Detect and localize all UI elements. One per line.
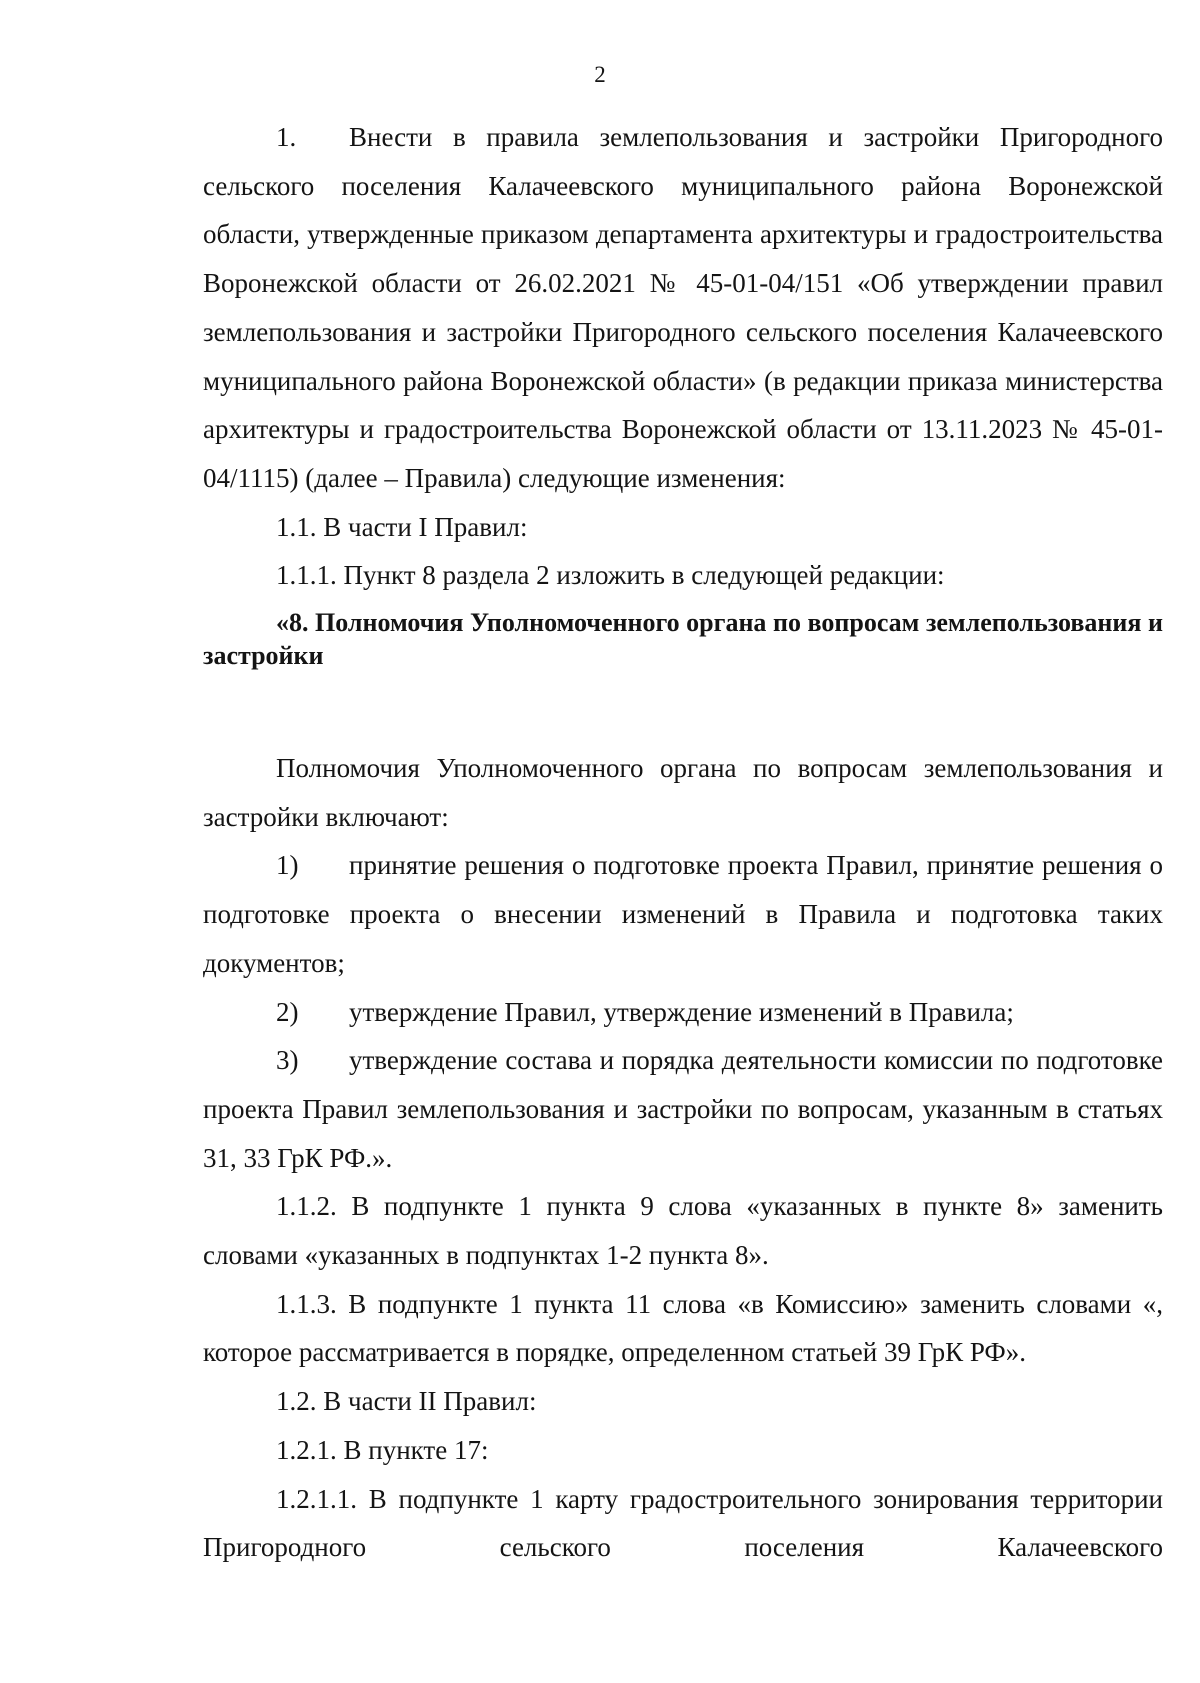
powers-intro: Полномочия Уполномоченного органа по вопросам землепользования и застройки включают: (203, 753, 1163, 832)
paragraph-1-2-1-1: 1.2.1.1. В подпункте 1 карту градостроительного зонирования территории Пригородного сельского поселения Калачеевского (203, 1483, 1163, 1563)
document-body (203, 113, 1163, 1572)
paragraph-1-number: 1. (276, 122, 297, 152)
paragraph-1-1-3: 1.1.3. В подпункте 1 пункта 11 слова «в Комиссию» заменить словами «, которое рассматривается в порядке, определенном статьей 39 ГрК РФ». (203, 1288, 1163, 1368)
list-item-1 (203, 841, 1163, 987)
list-item-3 (203, 1036, 1163, 1182)
paragraph-1 (203, 113, 1163, 503)
heading-spacer (203, 672, 1163, 744)
page-number: 2 (594, 62, 606, 87)
paragraph-1-2: 1.2. В части II Правил: (276, 1386, 537, 1417)
list-item-2-text: утверждение Правил, утверждение изменений в Правила; (349, 996, 1014, 1027)
list-item-1-text: принятие решения о подготовке проекта Правил, принятие решения о подготовке проекта о внесении изменений в Правила и подготовка таких документов; (203, 850, 1163, 978)
paragraph-1-text: Внести в правила землепользования и застройки Пригородного сельского поселения Калачеевского муниципального района Воронежской области, утвержденные приказом департамента архитектуры и градостроительства Воронежской области от 26.02.2021 № 45-01-04/151 «Об утверждении правил землепользования и застройки Пригородного сельского поселения Калачеевского муниципального района Воронежской области» (в редакции приказа министерства архитектуры и градостроительства Воронежской области от 13.11.2023 № 45-01-04/1115) (далее – Правила) следующие изменения: (203, 122, 1163, 493)
paragraph-1-1-1: 1.1.1. Пункт 8 раздела 2 изложить в следующей редакции: (276, 560, 945, 591)
list-item-2 (203, 988, 1163, 1037)
list-item-2-number: 2) (276, 996, 299, 1027)
list-item-1-number: 1) (276, 850, 299, 881)
paragraph-1-2-1: 1.2.1. В пункте 17: (276, 1434, 489, 1465)
section-heading: «8. Полномочия Уполномоченного органа по вопросам землепользования и застройки (203, 608, 1163, 671)
paragraph-1-1: 1.1. В части I Правил: (276, 511, 528, 542)
paragraph-1-1-2: 1.1.2. В подпункте 1 пункта 9 слова «указанных в пункте 8» заменить словами «указанных в подпунктах 1-2 пункта 8». (203, 1191, 1163, 1271)
list-item-3-number: 3) (276, 1045, 299, 1076)
list-item-3-text: утверждение состава и порядка деятельности комиссии по подготовке проекта Правил землепользования и застройки по вопросам, указанным в статьях 31, 33 ГрК РФ.». (203, 1045, 1163, 1173)
